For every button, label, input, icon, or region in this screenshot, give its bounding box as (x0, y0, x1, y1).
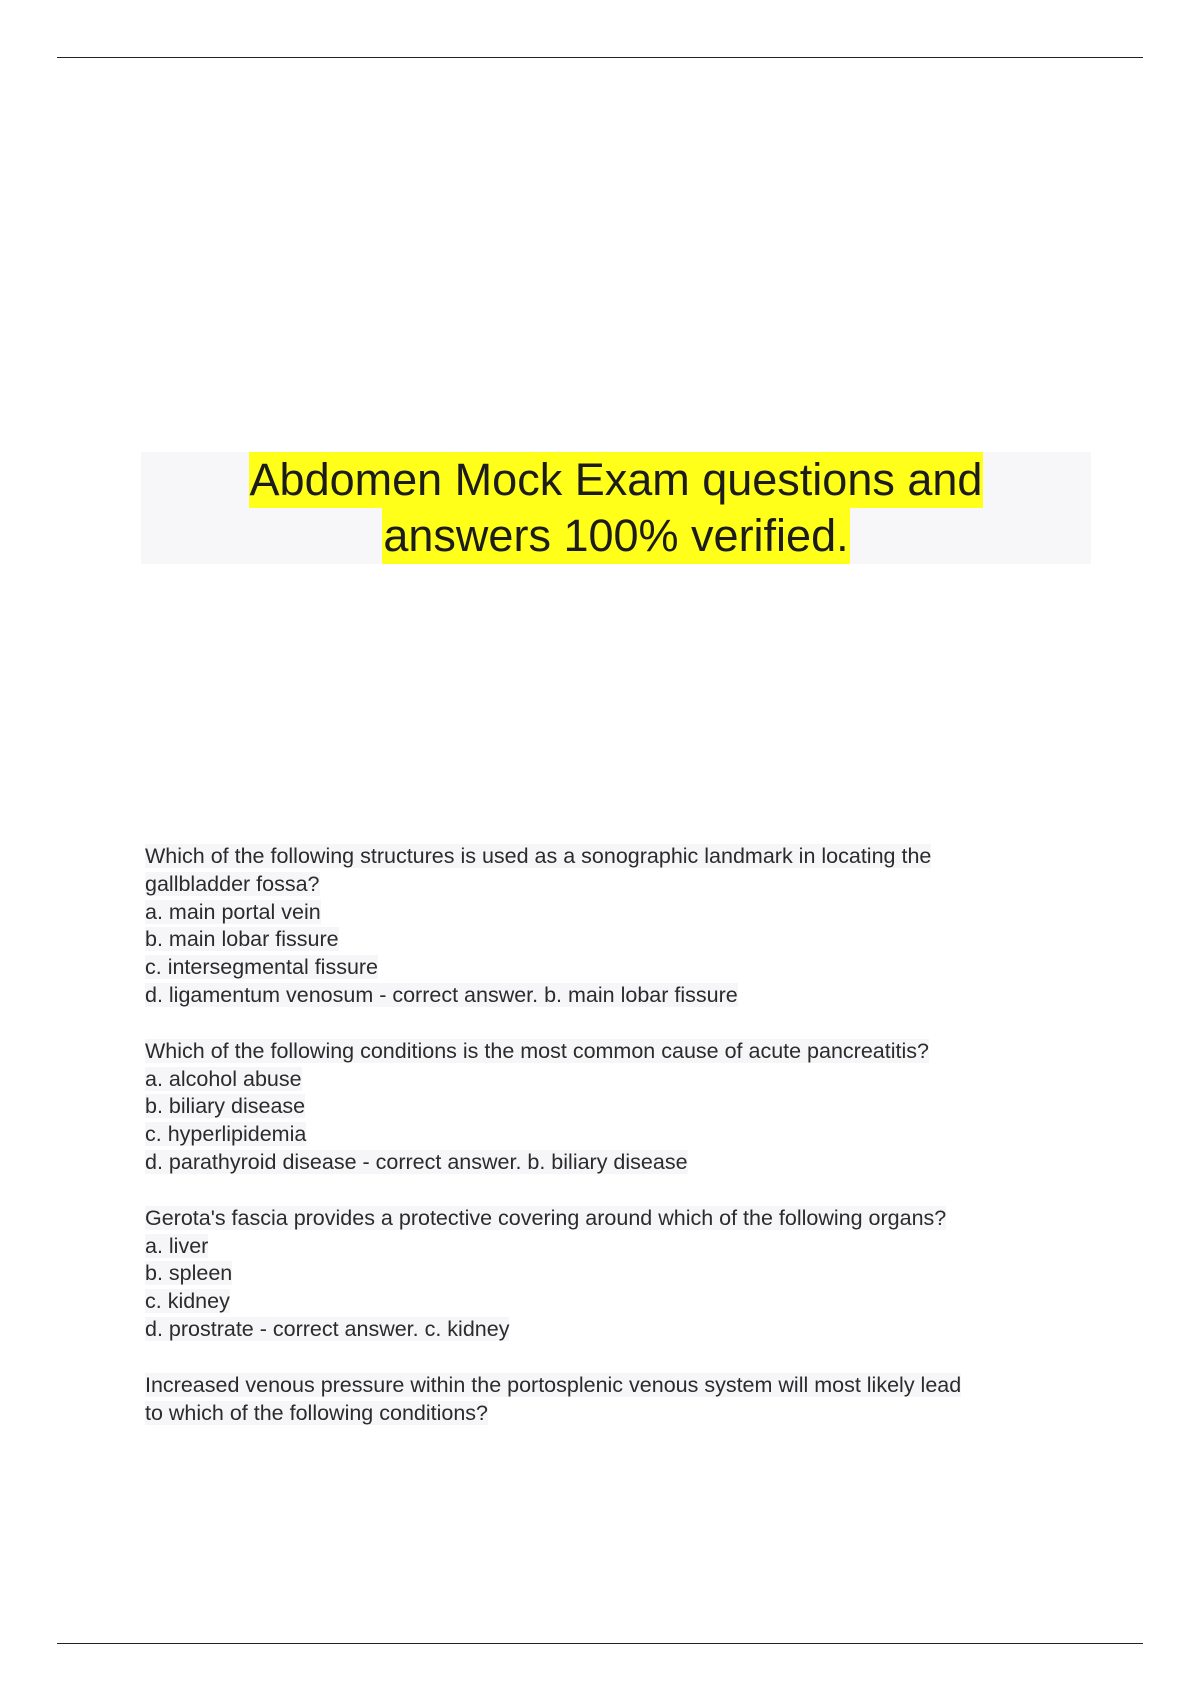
title-line-1: Abdomen Mock Exam questions and (249, 452, 984, 508)
question-4-line: to which of the following conditions? (145, 1400, 489, 1425)
question-list (145, 843, 1075, 1455)
question-1-option-a: a. main portal vein (145, 899, 321, 924)
document-title (141, 452, 1091, 564)
question-3-option-d-answer: d. prostrate - correct answer. c. kidney (145, 1316, 510, 1341)
question-4 (145, 1372, 1075, 1428)
question-3-line: Gerota's fascia provides a protective covering around which of the following organs? (145, 1205, 947, 1230)
question-1-line: gallbladder fossa? (145, 871, 320, 896)
question-2-option-a: a. alcohol abuse (145, 1066, 302, 1091)
question-2-option-d-answer: d. parathyroid disease - correct answer. b. biliary disease (145, 1149, 688, 1174)
question-3-option-a: a. liver (145, 1233, 209, 1258)
top-rule (57, 57, 1143, 58)
question-2-line: Which of the following conditions is the most common cause of acute pancreatitis? (145, 1038, 929, 1063)
question-3-option-c: c. kidney (145, 1289, 230, 1314)
question-4-line: Increased venous pressure within the portosplenic venous system will most likely lead (145, 1372, 962, 1397)
question-1-option-b: b. main lobar fissure (145, 927, 339, 952)
title-line-2: answers 100% verified. (382, 508, 849, 564)
question-3 (145, 1205, 1075, 1344)
question-2-option-c: c. hyperlipidemia (145, 1122, 307, 1147)
question-2 (145, 1038, 1075, 1177)
bottom-rule (57, 1643, 1143, 1644)
question-1-option-c: c. intersegmental fissure (145, 955, 379, 980)
question-1-line: Which of the following structures is used as a sonographic landmark in locating the (145, 844, 932, 868)
question-1 (145, 843, 1075, 1010)
question-3-option-b: b. spleen (145, 1261, 233, 1286)
question-1-option-d-answer: d. ligamentum venosum - correct answer. b. main lobar fissure (145, 982, 738, 1007)
question-2-option-b: b. biliary disease (145, 1094, 306, 1119)
